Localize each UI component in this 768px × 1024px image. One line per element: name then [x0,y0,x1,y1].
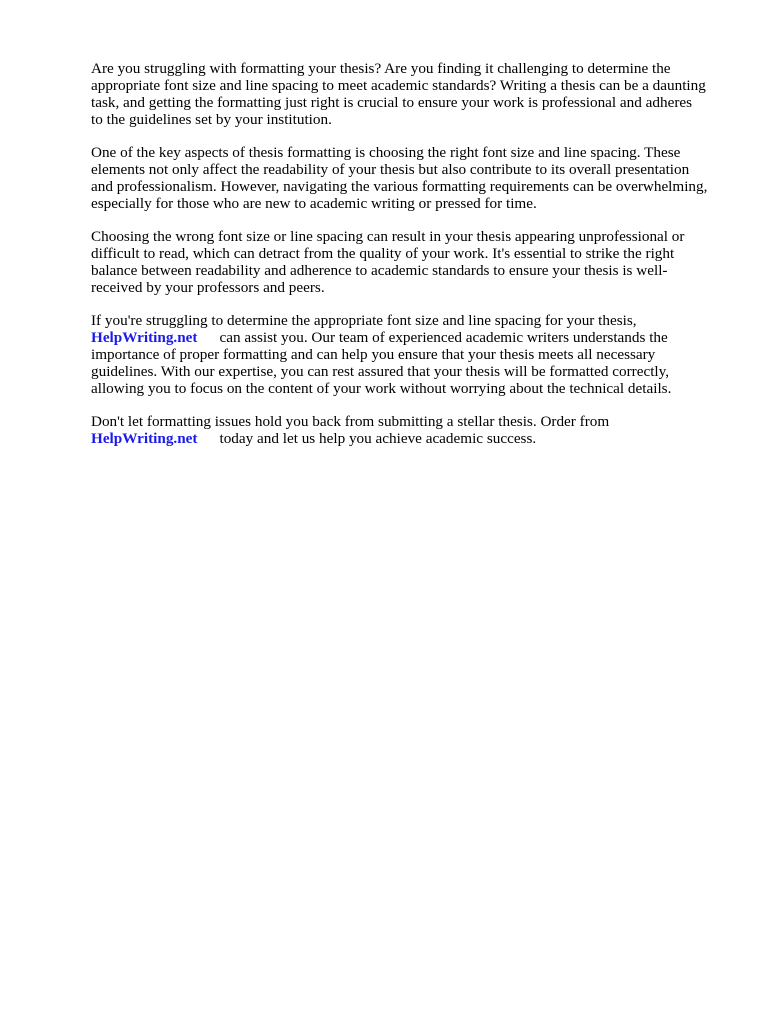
text-line: balance between readability and adherence to academic standards to ensure your thesis is well- [91,262,668,279]
text-line: Choosing the wrong font size or line spacing can result in your thesis appearing unprofessional or [91,228,685,245]
text-line-with-link [91,430,731,447]
paragraph-5 [91,413,731,447]
document-body [91,60,731,463]
paragraph-1 [91,60,731,128]
text-line: elements not only affect the readability of your thesis but also contribute to its overall presentation [91,161,690,178]
text-after-link: today and let us help you achieve academic success. [219,430,537,447]
paragraph-3 [91,228,731,296]
text-line: to the guidelines set by your institution. [91,111,332,128]
text-line: difficult to read, which can detract from the quality of your work. It's essential to strike the right [91,245,675,262]
paragraph-4 [91,312,731,397]
text-line: If you're struggling to determine the appropriate font size and line spacing for your thesis, [91,312,637,329]
text-line: Don't let formatting issues hold you back from submitting a stellar thesis. Order from [91,413,610,430]
helpwriting-link[interactable]: HelpWriting.net [91,329,198,346]
paragraph-2 [91,144,731,212]
text-line: guidelines. With our expertise, you can rest assured that your thesis will be formatted correctly, [91,363,670,380]
text-line: One of the key aspects of thesis formatting is choosing the right font size and line spacing. These [91,144,681,161]
text-line: Are you struggling with formatting your thesis? Are you finding it challenging to determine the [91,60,671,77]
text-line-with-link [91,329,731,346]
text-line: task, and getting the formatting just right is crucial to ensure your work is professional and adheres [91,94,693,111]
text-line: importance of proper formatting and can help you ensure that your thesis meets all necessary [91,346,656,363]
text-line: received by your professors and peers. [91,279,325,296]
helpwriting-link[interactable]: HelpWriting.net [91,430,198,447]
text-line: especially for those who are new to academic writing or pressed for time. [91,195,537,212]
text-line: and professionalism. However, navigating the various formatting requirements can be overwhelming, [91,178,708,195]
text-line: appropriate font size and line spacing to meet academic standards? Writing a thesis can be a daunting [91,77,706,94]
text-line: allowing you to focus on the content of your work without worrying about the technical details. [91,380,672,397]
text-after-link: can assist you. Our team of experienced academic writers understands the [219,329,668,346]
